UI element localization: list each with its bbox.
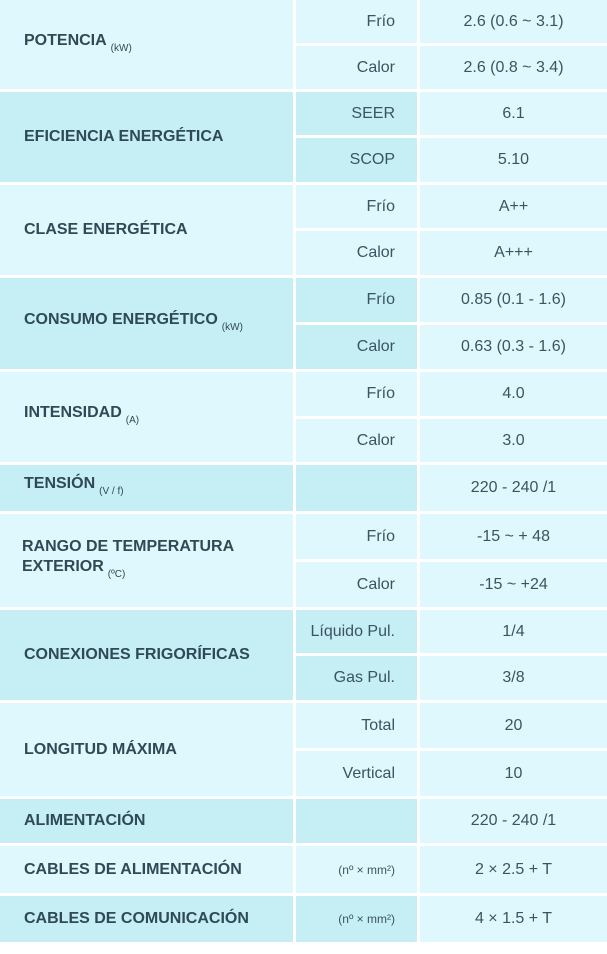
param-label: ALIMENTACIÓN (24, 812, 146, 829)
cond-cell: Calor (296, 562, 420, 610)
value-cell: 4 × 1.5 + T (420, 896, 607, 945)
param-label: CLASE ENERGÉTICA (24, 221, 188, 238)
cond-cell: Gas Pul. (296, 656, 420, 703)
cond-cell: SEER (296, 92, 420, 138)
param-label: CONSUMO ENERGÉTICO (24, 310, 218, 328)
cond-cell: (nº × mm²) (296, 846, 420, 896)
cond-cell: Calor (296, 325, 420, 372)
value-cell: 20 (420, 703, 607, 751)
param-cables-alimentacion (0, 846, 296, 896)
param-unit: (A) (125, 415, 140, 426)
value-cell: -15 ~ + 48 (420, 514, 607, 562)
cond-cell: Frío (296, 372, 420, 419)
value-cell: 5.10 (420, 138, 607, 185)
param-tension (0, 465, 296, 514)
param-cables-comunicacion (0, 896, 296, 945)
param-unit: (kW) (110, 42, 132, 54)
cond-cell: Frío (296, 278, 420, 325)
param-label-line1: RANGO DE TEMPERATURA (22, 537, 235, 555)
param-longitud (0, 703, 296, 799)
value-cell: A+++ (420, 231, 607, 278)
param-label: CABLES DE COMUNICACIÓN (24, 910, 249, 927)
param-label: TENSIÓN (24, 475, 96, 492)
value-cell: 0.63 (0.3 - 1.6) (420, 325, 607, 372)
value-cell: A++ (420, 185, 607, 231)
param-label: LONGITUD MÁXIMA (24, 740, 177, 758)
cond-cell: Frío (296, 0, 420, 46)
value-cell: 220 - 240 /1 (420, 465, 607, 514)
cond-cell: Total (296, 703, 420, 751)
cond-cell: SCOP (296, 138, 420, 185)
param-rango (0, 514, 296, 610)
value-cell: 10 (420, 751, 607, 799)
cond-cell: Calor (296, 419, 420, 465)
value-cell: 1/4 (420, 610, 607, 656)
param-consumo (0, 278, 296, 372)
param-label-line2: EXTERIOR (22, 557, 104, 575)
value-cell: 3/8 (420, 656, 607, 703)
value-cell: 2.6 (0.6 ~ 3.1) (420, 0, 607, 46)
value-cell: 220 - 240 /1 (420, 799, 607, 846)
value-cell: 6.1 (420, 92, 607, 138)
param-label: EFICIENCIA ENERGÉTICA (24, 128, 224, 145)
param-label: CONEXIONES FRIGORÍFICAS (24, 646, 250, 663)
param-unit: (V / f) (99, 486, 124, 497)
value-cell: 2.6 (0.8 ~ 3.4) (420, 46, 607, 92)
param-eficiencia (0, 92, 296, 185)
cond-cell: Líquido Pul. (296, 610, 420, 656)
cond-cell-empty (296, 465, 420, 514)
param-alimentacion (0, 799, 296, 846)
param-label: INTENSIDAD (24, 404, 122, 421)
cond-cell: Frío (296, 514, 420, 562)
param-clase (0, 185, 296, 278)
param-unit: (kW) (221, 321, 243, 333)
cond-cell: Calor (296, 231, 420, 278)
param-label: CABLES DE ALIMENTACIÓN (24, 860, 242, 878)
param-label: POTENCIA (24, 31, 107, 49)
cond-cell: Vertical (296, 751, 420, 799)
param-unit: (ºC) (107, 568, 126, 580)
cond-cell: Frío (296, 185, 420, 231)
value-cell: 0.85 (0.1 - 1.6) (420, 278, 607, 325)
cond-cell: Calor (296, 46, 420, 92)
value-cell: 2 × 2.5 + T (420, 846, 607, 896)
value-cell: 4.0 (420, 372, 607, 419)
param-potencia (0, 0, 296, 92)
cond-cell-empty (296, 799, 420, 846)
value-cell: -15 ~ +24 (420, 562, 607, 610)
param-intensidad (0, 372, 296, 465)
value-cell: 3.0 (420, 419, 607, 465)
cond-cell: (nº × mm²) (296, 896, 420, 945)
param-conexiones (0, 610, 296, 703)
